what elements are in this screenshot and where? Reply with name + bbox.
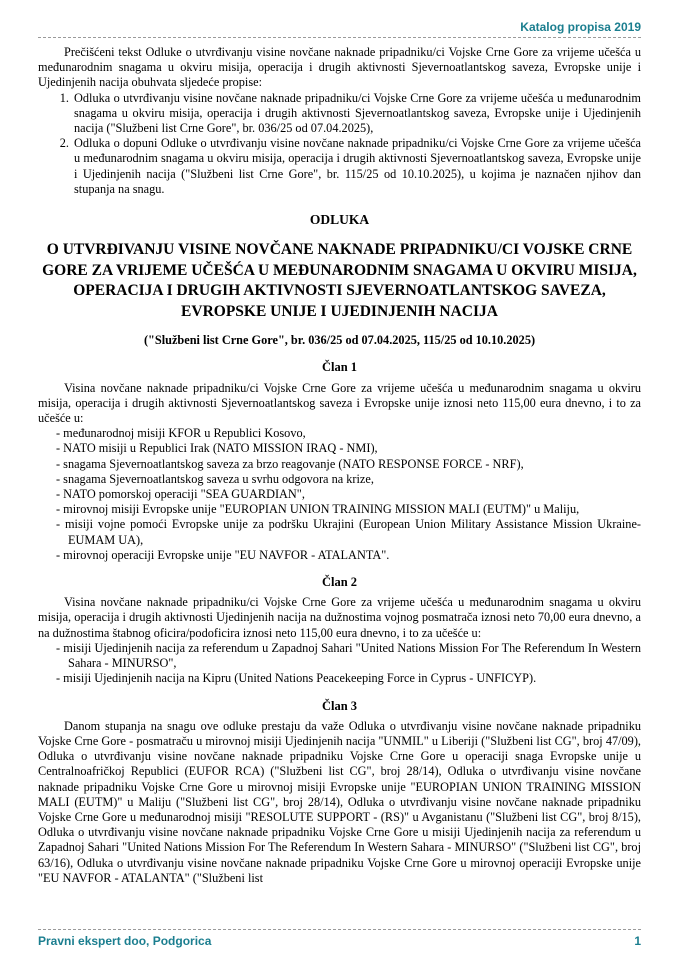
- intro-paragraph: Prečišćeni tekst Odluke o utvrđivanju visine novčane naknade pripadniku/ci Vojske Crne Gore za vrijeme učešća u međunarodnim snagama u okviru misija, operacija i drugih aktivnosti Sjevernoatlantskog saveza, Evropske unije i Ujedinjenih nacija obuhvata sljedeće propise:: [38, 45, 641, 90]
- footer-publisher: Pravni ekspert doo, Podgorica: [38, 934, 212, 948]
- source-list: [58, 91, 641, 197]
- mission-item: - misiji vojne pomoći Evropske unije za podršku Ukrajini (European Union Military Assistance Mission Ukraine-EUMAM UA),: [56, 517, 641, 547]
- article-3-heading: Član 3: [321, 698, 358, 713]
- mission-item: - NATO misiji u Republici Irak (NATO MISSION IRAQ - NMI),: [56, 441, 378, 456]
- article-2-list: [38, 641, 641, 687]
- article-1-list: [38, 426, 641, 563]
- document-content: [38, 45, 641, 886]
- mission-item: - snagama Sjevernoatlantskog saveza za brzo reagovanje (NATO RESPONSE FORCE - NRF),: [56, 456, 524, 471]
- article-2-paragraph: Visina novčane naknade pripadniku/ci Vojske Crne Gore za vrijeme učešća u međunarodnim snagama u okviru misija, operacija i drugih aktivnosti Ujedinjenih nacija na dužnostima vojnog posmatrača iznosi neto 70,00 eura dnevno, a na dužnostima štabnog oficira/podoficira iznosi neto 115,00 eura dnevno, i to za učešće u:: [38, 595, 641, 640]
- mission-item: - misiji Ujedinjenih nacija za referendum u Zapadnoj Sahari "United Nations Mission For The Referendum In Western Sahara - MINURSO",: [56, 640, 641, 671]
- header-rule: [38, 37, 641, 38]
- decision-title: O UTVRĐIVANJU VISINE NOVČANE NAKNADE PRIPADNIKU/CI VOJSKE CRNE GORE ZA VRIJEME UČEŠĆA U MEĐUNARODNIM SNAGAMA U OKVIRU MISIJA, OPERACIJA I DRUGIH AKTIVNOSTI SJEVERNOATLANTSKOG SAVEZA, EVROPSKE UNIJE I UJEDINJENIH NACIJA: [42, 241, 637, 320]
- mission-item: - snagama Sjevernoatlantskog saveza u svrhu odgovora na krize,: [56, 471, 374, 486]
- article-1-paragraph: Visina novčane naknade pripadniku/ci Vojske Crne Gore za vrijeme učešća u međunarodnim snagama u okviru misija, operacija i drugih aktivnosti Sjevernoatlantskog saveza i Evropske unije iznosi neto 115,00 eura dnevno, i to za učešće u:: [38, 380, 641, 426]
- mission-item: - mirovnoj misiji Evropske unije "EUROPIAN UNION TRAINING MISSION MALI (EUTM)" u Maliju,: [56, 502, 580, 517]
- article-3-paragraph: Danom stupanja na snagu ove odluke prestaju da važe Odluka o utvrđivanju visine novčane naknade pripadniku Vojske Crne Gore - posmatraču u mirovnoj misiji Ujedinjenih nacija "UNMIL" u Liberiji ("Službeni list CG", broj 47/09), Odluka o utvrđivanju visine novčane naknade pripadniku Vojske Crne Gore u operaciji snaga Evropske unije u Centralnoafričkoj Republici (EUFOR RCA) ("Službeni list CG", broj 28/14), Odluka o utvrđivanju visine novčane naknade pripadniku Vojske Crne Gore u mirovnoj misiji Evropske unije "EUROPIAN UNION TRAINING MISSION MALI (EUTM)" u Maliju ("Službeni list CG", broj 28/14), Odluka o utvrđivanju visine novčane naknade pripadniku Vojske Crne Gore u međunarodnoj misiji "RESOLUTE SUPPORT - (RS)" u Avganistanu ("Službeni list CG", broj 8/15), Odluka o utvrđivanju visine novčane naknade pripadniku Vojske Crne Gore u misiji Ujedinjenih nacija za referendum u Zapadnoj Sahari "United Nations Mission For The Referendum In Western Sahara - MINURSO" ("Službeni list CG", broj 63/16), Odluka o utvrđivanju visine novčane naknade pripadniku Vojske Crne Gore u mirovnoj operaciji Evropske unije "EU NAVFOR - ATALANTA" ("Službeni list: [38, 718, 641, 885]
- mission-item: - mirovnoj operaciji Evropske unije "EU NAVFOR - ATALANTA".: [56, 547, 390, 562]
- catalog-title: Katalog propisa 2019: [520, 20, 641, 34]
- page-footer: [38, 929, 641, 948]
- source-item: 1. Odluka o utvrđivanju visine novčane naknade pripadniku/ci Vojske Crne Gore za vrijeme učešća u međunarodnim snagama u okviru misija, operacija i drugih aktivnosti Sjevernoatlantskog saveza, Evropske unije i Ujedinjenih nacija ("Službeni list Crne Gore", br. 036/25 od 07.04.2025),: [72, 91, 641, 137]
- page-number: 1: [634, 934, 641, 948]
- page-header: [38, 20, 641, 37]
- article-2-heading: Član 2: [321, 575, 358, 590]
- mission-item: - misiji Ujedinjenih nacija na Kipru (United Nations Peacekeeping Force in Cyprus - UNFICYP).: [56, 671, 537, 686]
- gazette-reference: ("Službeni list Crne Gore", br. 036/25 od 07.04.2025, 115/25 od 10.10.2025): [143, 333, 536, 348]
- mission-item: - međunarodnoj misiji KFOR u Republici Kosovo,: [56, 426, 306, 441]
- decision-heading: ODLUKA: [309, 212, 370, 228]
- source-item: 2. Odluka o dopuni Odluke o utvrđivanju visine novčane naknade pripadniku/ci Vojske Crne Gore za vrijeme učešća u međunarodnim snagama u okviru misija, operacija i drugih aktivnosti Sjevernoatlantskog saveza, Evropske unije i Ujedinjenih nacija ("Službeni list Crne Gore", br. 115/25 od 10.10.2025), u kojima je naznačen njihov dan stupanja na snagu.: [72, 136, 641, 197]
- article-1-heading: Član 1: [321, 360, 358, 375]
- mission-item: - NATO pomorskoj operaciji "SEA GUARDIAN",: [56, 487, 305, 502]
